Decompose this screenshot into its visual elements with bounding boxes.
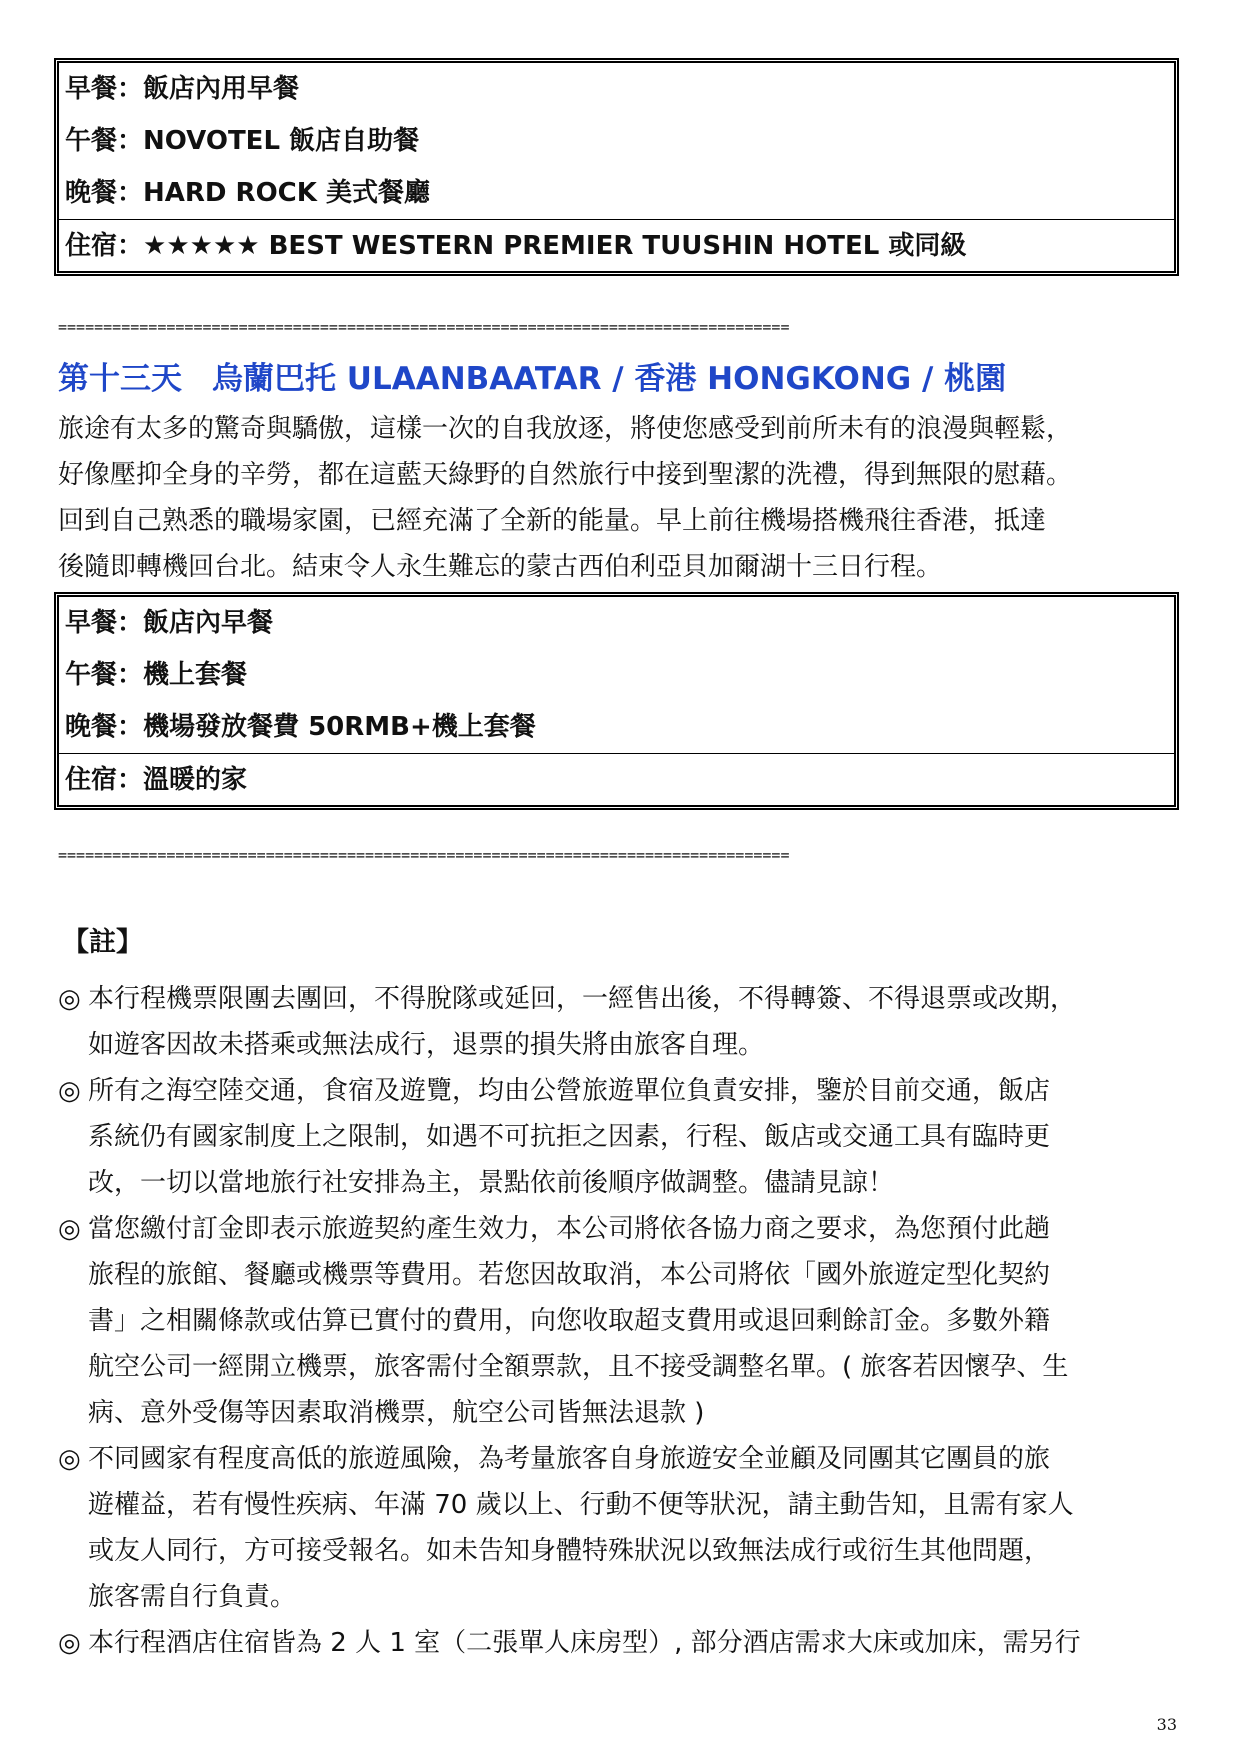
notes-list [58, 976, 1188, 1666]
note-bullet-icon: ◎ [58, 1444, 81, 1474]
meal-label: 住宿： [65, 765, 144, 795]
meal-row-lodging [59, 219, 1174, 271]
note-line: 旅客需自行負責。 [88, 1582, 297, 1612]
separator-line: ================================================================================= [58, 846, 790, 864]
day13-title-day: 第十三天 [58, 361, 182, 397]
meal-value: 溫暖的家 [143, 765, 248, 795]
note-item [58, 1068, 1188, 1206]
meal-label: 住宿： [65, 231, 144, 261]
note-line: 改，一切以當地旅行社安排為主，景點依前後順序做調整。儘請見諒！ [88, 1168, 895, 1198]
meal-row-lodging [59, 753, 1174, 805]
description-line: 回到自己熟悉的職場家園，已經充滿了全新的能量。早上前往機場搭機飛往香港，抵達 [58, 506, 1047, 536]
meal-label: 早餐： [65, 608, 144, 638]
meal-value: 飯店內早餐 [143, 608, 274, 638]
note-bullet-icon: ◎ [58, 1628, 81, 1658]
description-line: 好像壓抑全身的辛勞，都在這藍天綠野的自然旅行中接到聖潔的洗禮，得到無限的慰藉。 [58, 460, 1073, 490]
note-item [58, 1620, 1188, 1666]
page-number: 33 [1156, 1715, 1177, 1734]
meal-row-dinner [59, 701, 1174, 753]
note-item [58, 1436, 1188, 1620]
note-line: 系統仍有國家制度上之限制，如遇不可抗拒之因素，行程、飯店或交通工具有臨時更 [88, 1122, 1051, 1152]
day13-description [58, 406, 1188, 590]
note-line: 遊權益，若有慢性疾病、年滿 70 歲以上、行動不便等狀況，請主動告知，且需有家人 [88, 1490, 1074, 1520]
meal-label: 午餐： [65, 126, 144, 156]
note-item [58, 1206, 1188, 1436]
note-line: 本行程機票限團去團回，不得脫隊或延回，一經售出後，不得轉簽、不得退票或改期， [88, 984, 1077, 1014]
separator-line: ================================================================================= [58, 318, 790, 336]
meal-value: HARD ROCK 美式餐廳 [143, 178, 430, 208]
day13-meal-table [54, 592, 1179, 810]
meal-row-breakfast [59, 597, 1174, 649]
note-line: 航空公司一經開立機票，旅客需付全額票款，且不接受調整名單。( 旅客若因懷孕、生 [88, 1352, 1069, 1382]
note-line: 旅程的旅館、餐廳或機票等費用。若您因故取消，本公司將依「國外旅遊定型化契約 [88, 1260, 1051, 1290]
description-line: 旅途有太多的驚奇與驕傲，這樣一次的自我放逐，將使您感受到前所未有的浪漫與輕鬆， [58, 414, 1073, 444]
note-line: 所有之海空陸交通，食宿及遊覽，均由公營旅遊單位負責安排，鑒於目前交通，飯店 [88, 1076, 1051, 1106]
note-bullet-icon: ◎ [58, 1214, 81, 1244]
note-line: 書」之相關條款或估算已實付的費用，向您收取超支費用或退回剩餘訂金。多數外籍 [88, 1306, 1051, 1336]
meal-label: 晚餐： [65, 712, 144, 742]
note-bullet-icon: ◎ [58, 984, 81, 1014]
meal-value: 機場發放餐費 50RMB+機上套餐 [143, 712, 536, 742]
meal-row-dinner [59, 167, 1174, 219]
note-line: 本行程酒店住宿皆為 2 人 1 室（二張單人床房型）, 部分酒店需求大床或加床，需另行 [88, 1628, 1081, 1658]
meal-label: 晚餐： [65, 178, 144, 208]
meal-value: ★★★★★ BEST WESTERN PREMIER TUUSHIN HOTEL 或同級 [143, 231, 967, 261]
note-line: 當您繳付訂金即表示旅遊契約產生效力，本公司將依各協力商之要求，為您預付此趟 [88, 1214, 1051, 1244]
note-line: 病、意外受傷等因素取消機票，航空公司皆無法退款 ) [88, 1398, 705, 1428]
note-line: 或友人同行，方可接受報名。如未告知身體特殊狀況以致無法成行或衍生其他問題， [88, 1536, 1051, 1566]
meal-value: NOVOTEL 飯店自助餐 [143, 126, 420, 156]
meal-row-lunch [59, 115, 1174, 167]
description-line: 後隨即轉機回台北。結束令人永生難忘的蒙古西伯利亞貝加爾湖十三日行程。 [58, 552, 943, 582]
day13-title-route: 烏蘭巴托 ULAANBAATAR / 香港 HONGKONG / 桃園 [212, 361, 1007, 397]
day13-title [58, 353, 1006, 398]
meal-label: 早餐： [65, 74, 144, 104]
note-bullet-icon: ◎ [58, 1076, 81, 1106]
note-item [58, 976, 1188, 1068]
meal-row-lunch [59, 649, 1174, 701]
meal-value: 機上套餐 [143, 660, 248, 690]
note-line: 不同國家有程度高低的旅遊風險，為考量旅客自身旅遊安全並顧及同團其它團員的旅 [88, 1444, 1051, 1474]
meal-value: 飯店內用早餐 [143, 74, 300, 104]
meal-label: 午餐： [65, 660, 144, 690]
notes-title: 【註】 [62, 927, 143, 958]
meal-row-breakfast [59, 63, 1174, 115]
day12-meal-table [54, 58, 1179, 276]
note-line: 如遊客因故未搭乘或無法成行，退票的損失將由旅客自理。 [88, 1030, 765, 1060]
